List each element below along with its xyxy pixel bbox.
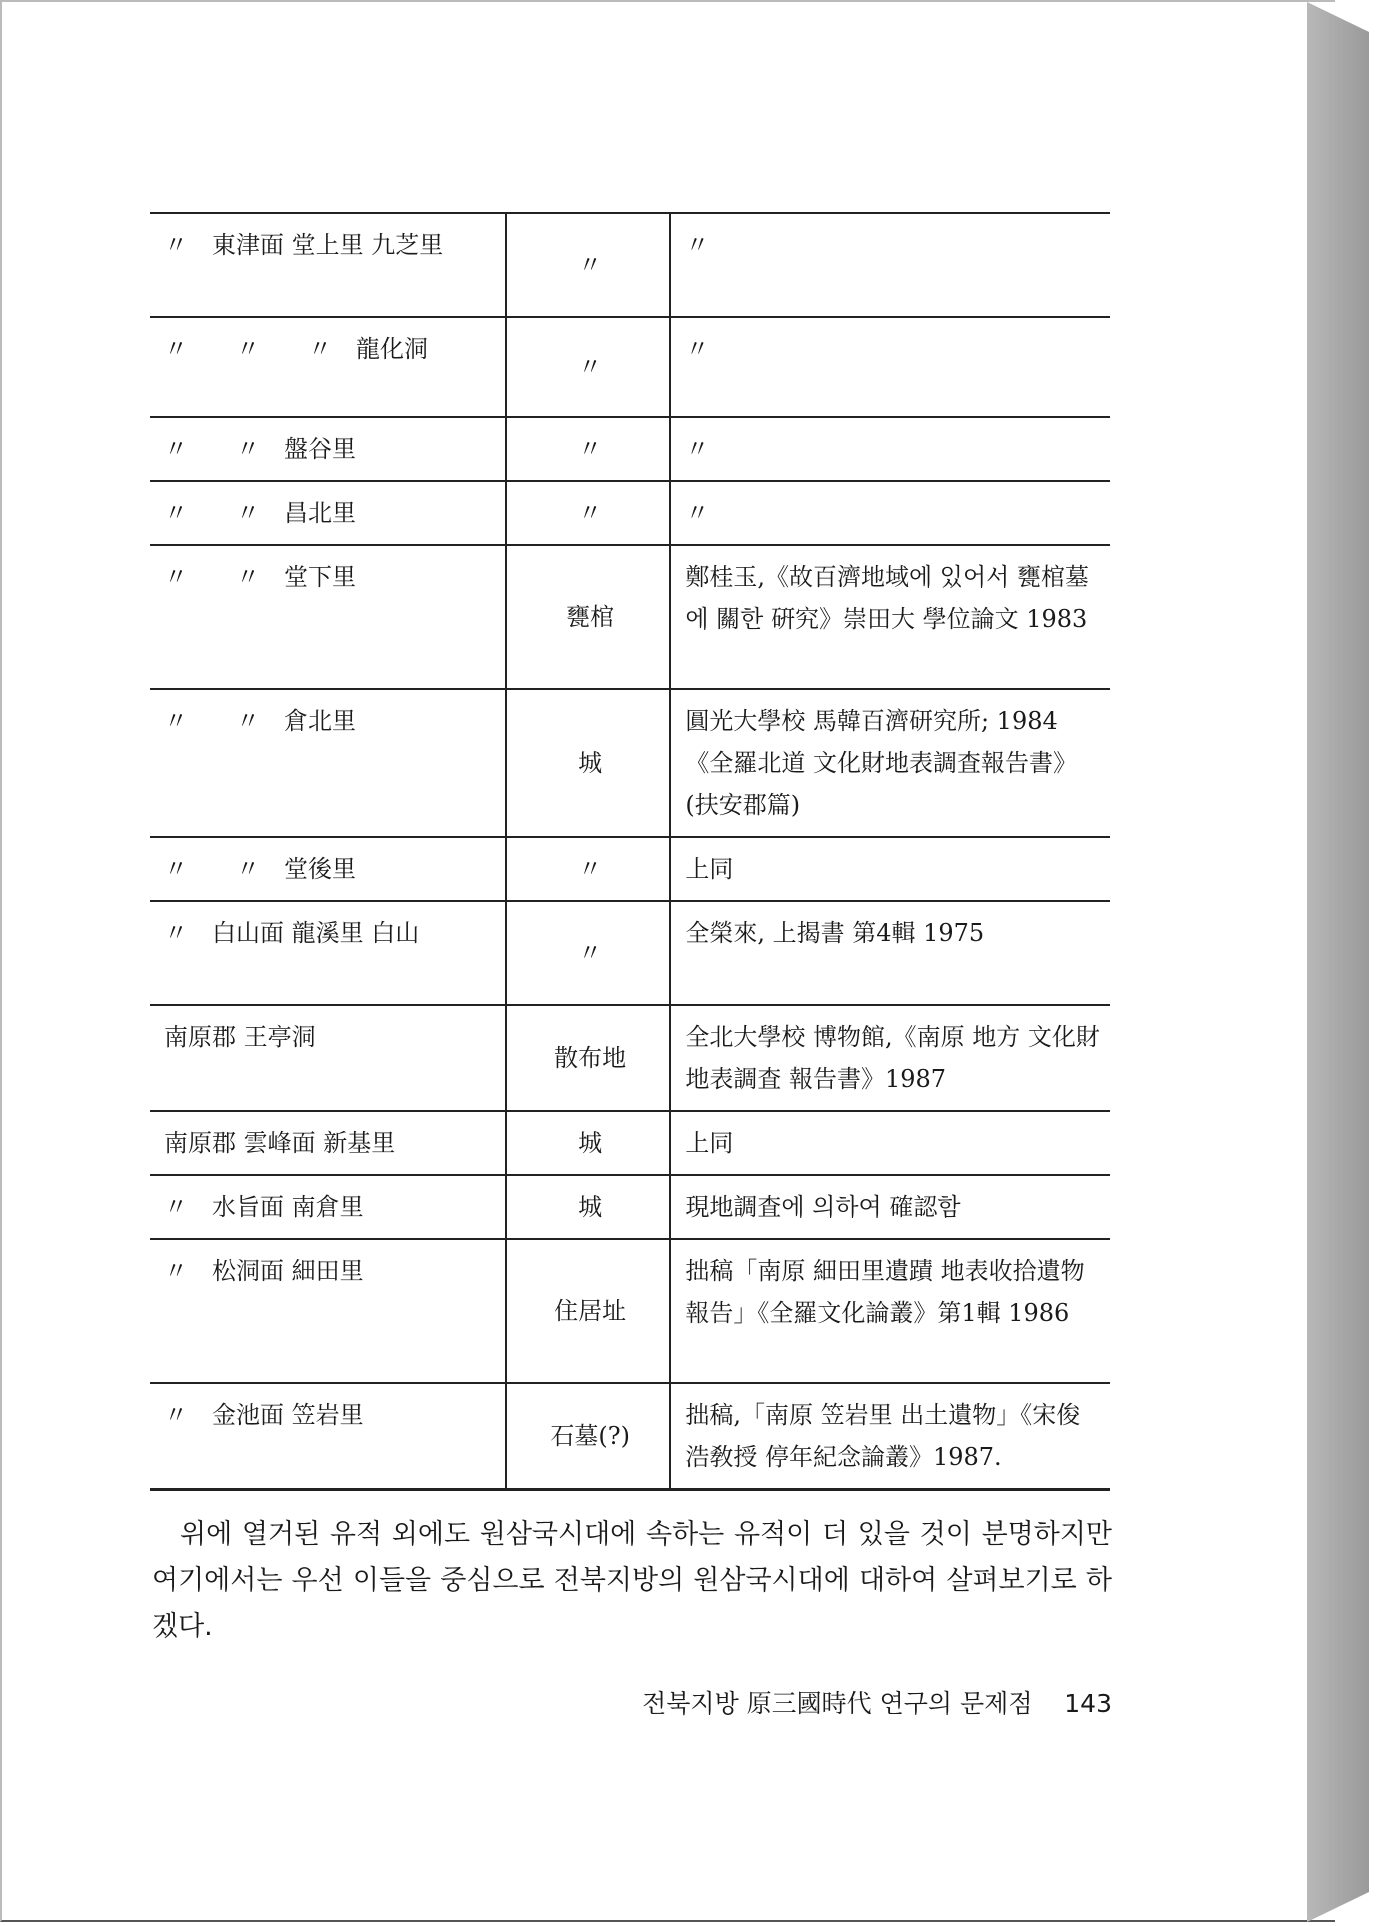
page-footer: [520, 1684, 1112, 1720]
table-row: [150, 545, 1110, 689]
site-cell: 〃 〃 堂下里: [150, 545, 506, 689]
site-cell: 〃 〃 〃 龍化洞: [150, 317, 506, 417]
reference-cell: 〃: [670, 213, 1110, 317]
site-cell: 〃 白山面 龍溪里 白山: [150, 901, 506, 1005]
table-row: [150, 417, 1110, 481]
site-cell: 〃 松洞面 細田里: [150, 1239, 506, 1383]
site-table: [150, 212, 1110, 1491]
table-row: [150, 901, 1110, 1005]
book-spine: [1307, 2, 1369, 1922]
site-cell: 〃 水旨面 南倉里: [150, 1175, 506, 1239]
reference-cell: 上同: [670, 1111, 1110, 1175]
reference-cell: 拙稿「南原 細田里遺蹟 地表收拾遺物報告」《全羅文化論叢》第1輯 1986: [670, 1239, 1110, 1383]
type-cell: 〃: [506, 213, 670, 317]
reference-cell: 圓光大學校 馬韓百濟研究所; 1984《全羅北道 文化財地表調査報告書》(扶安郡篇): [670, 689, 1110, 837]
reference-cell: 〃: [670, 317, 1110, 417]
site-cell: 〃 金池面 笠岩里: [150, 1383, 506, 1490]
type-cell: 城: [506, 1111, 670, 1175]
site-cell: 南原郡 王亭洞: [150, 1005, 506, 1111]
type-cell: 〃: [506, 837, 670, 901]
table-row: [150, 689, 1110, 837]
reference-cell: 全北大學校 博物館,《南原 地方 文化財 地表調査 報告書》1987: [670, 1005, 1110, 1111]
table-row: [150, 1175, 1110, 1239]
reference-cell: 上同: [670, 837, 1110, 901]
type-cell: 〃: [506, 481, 670, 545]
reference-cell: 全榮來, 上揭書 第4輯 1975: [670, 901, 1110, 1005]
reference-cell: 〃: [670, 481, 1110, 545]
type-cell: 〃: [506, 901, 670, 1005]
reference-cell: 鄭桂玉,《故百濟地域에 있어서 甕棺墓에 關한 硏究》崇田大 學位論文 1983: [670, 545, 1110, 689]
site-cell: 〃 東津面 堂上里 九芝里: [150, 213, 506, 317]
table-row: [150, 1239, 1110, 1383]
site-cell: 〃 〃 昌北里: [150, 481, 506, 545]
site-cell: 南原郡 雲峰面 新基里: [150, 1111, 506, 1175]
table-row: [150, 213, 1110, 317]
reference-cell: 現地調査에 의하여 確認함: [670, 1175, 1110, 1239]
table-row: [150, 837, 1110, 901]
site-cell: 〃 〃 倉北里: [150, 689, 506, 837]
table-row: [150, 481, 1110, 545]
type-cell: 〃: [506, 317, 670, 417]
body-paragraph: 위에 열거된 유적 외에도 원삼국시대에 속하는 유적이 더 있을 것이 분명하지만 여기에서는 우선 이들을 중심으로 전북지방의 원삼국시대에 대하여 살펴보기로 하겠다.: [152, 1519, 1112, 1642]
type-cell: 住居址: [506, 1239, 670, 1383]
site-cell: 〃 〃 盤谷里: [150, 417, 506, 481]
running-title: 전북지방 原三國時代 연구의 문제점: [642, 1689, 1033, 1718]
site-cell: 〃 〃 堂後里: [150, 837, 506, 901]
type-cell: 〃: [506, 417, 670, 481]
table-row: [150, 1005, 1110, 1111]
type-cell: 散布地: [506, 1005, 670, 1111]
table-row: [150, 1111, 1110, 1175]
type-cell: 石墓(?): [506, 1383, 670, 1490]
type-cell: 甕棺: [506, 545, 670, 689]
table-row: [150, 317, 1110, 417]
reference-cell: 拙稿,「南原 笠岩里 出土遺物」《宋俊浩敎授 停年紀念論叢》1987.: [670, 1383, 1110, 1490]
type-cell: 城: [506, 1175, 670, 1239]
reference-cell: 〃: [670, 417, 1110, 481]
page-number: 143: [1064, 1689, 1112, 1718]
table-row: [150, 1383, 1110, 1490]
type-cell: 城: [506, 689, 670, 837]
